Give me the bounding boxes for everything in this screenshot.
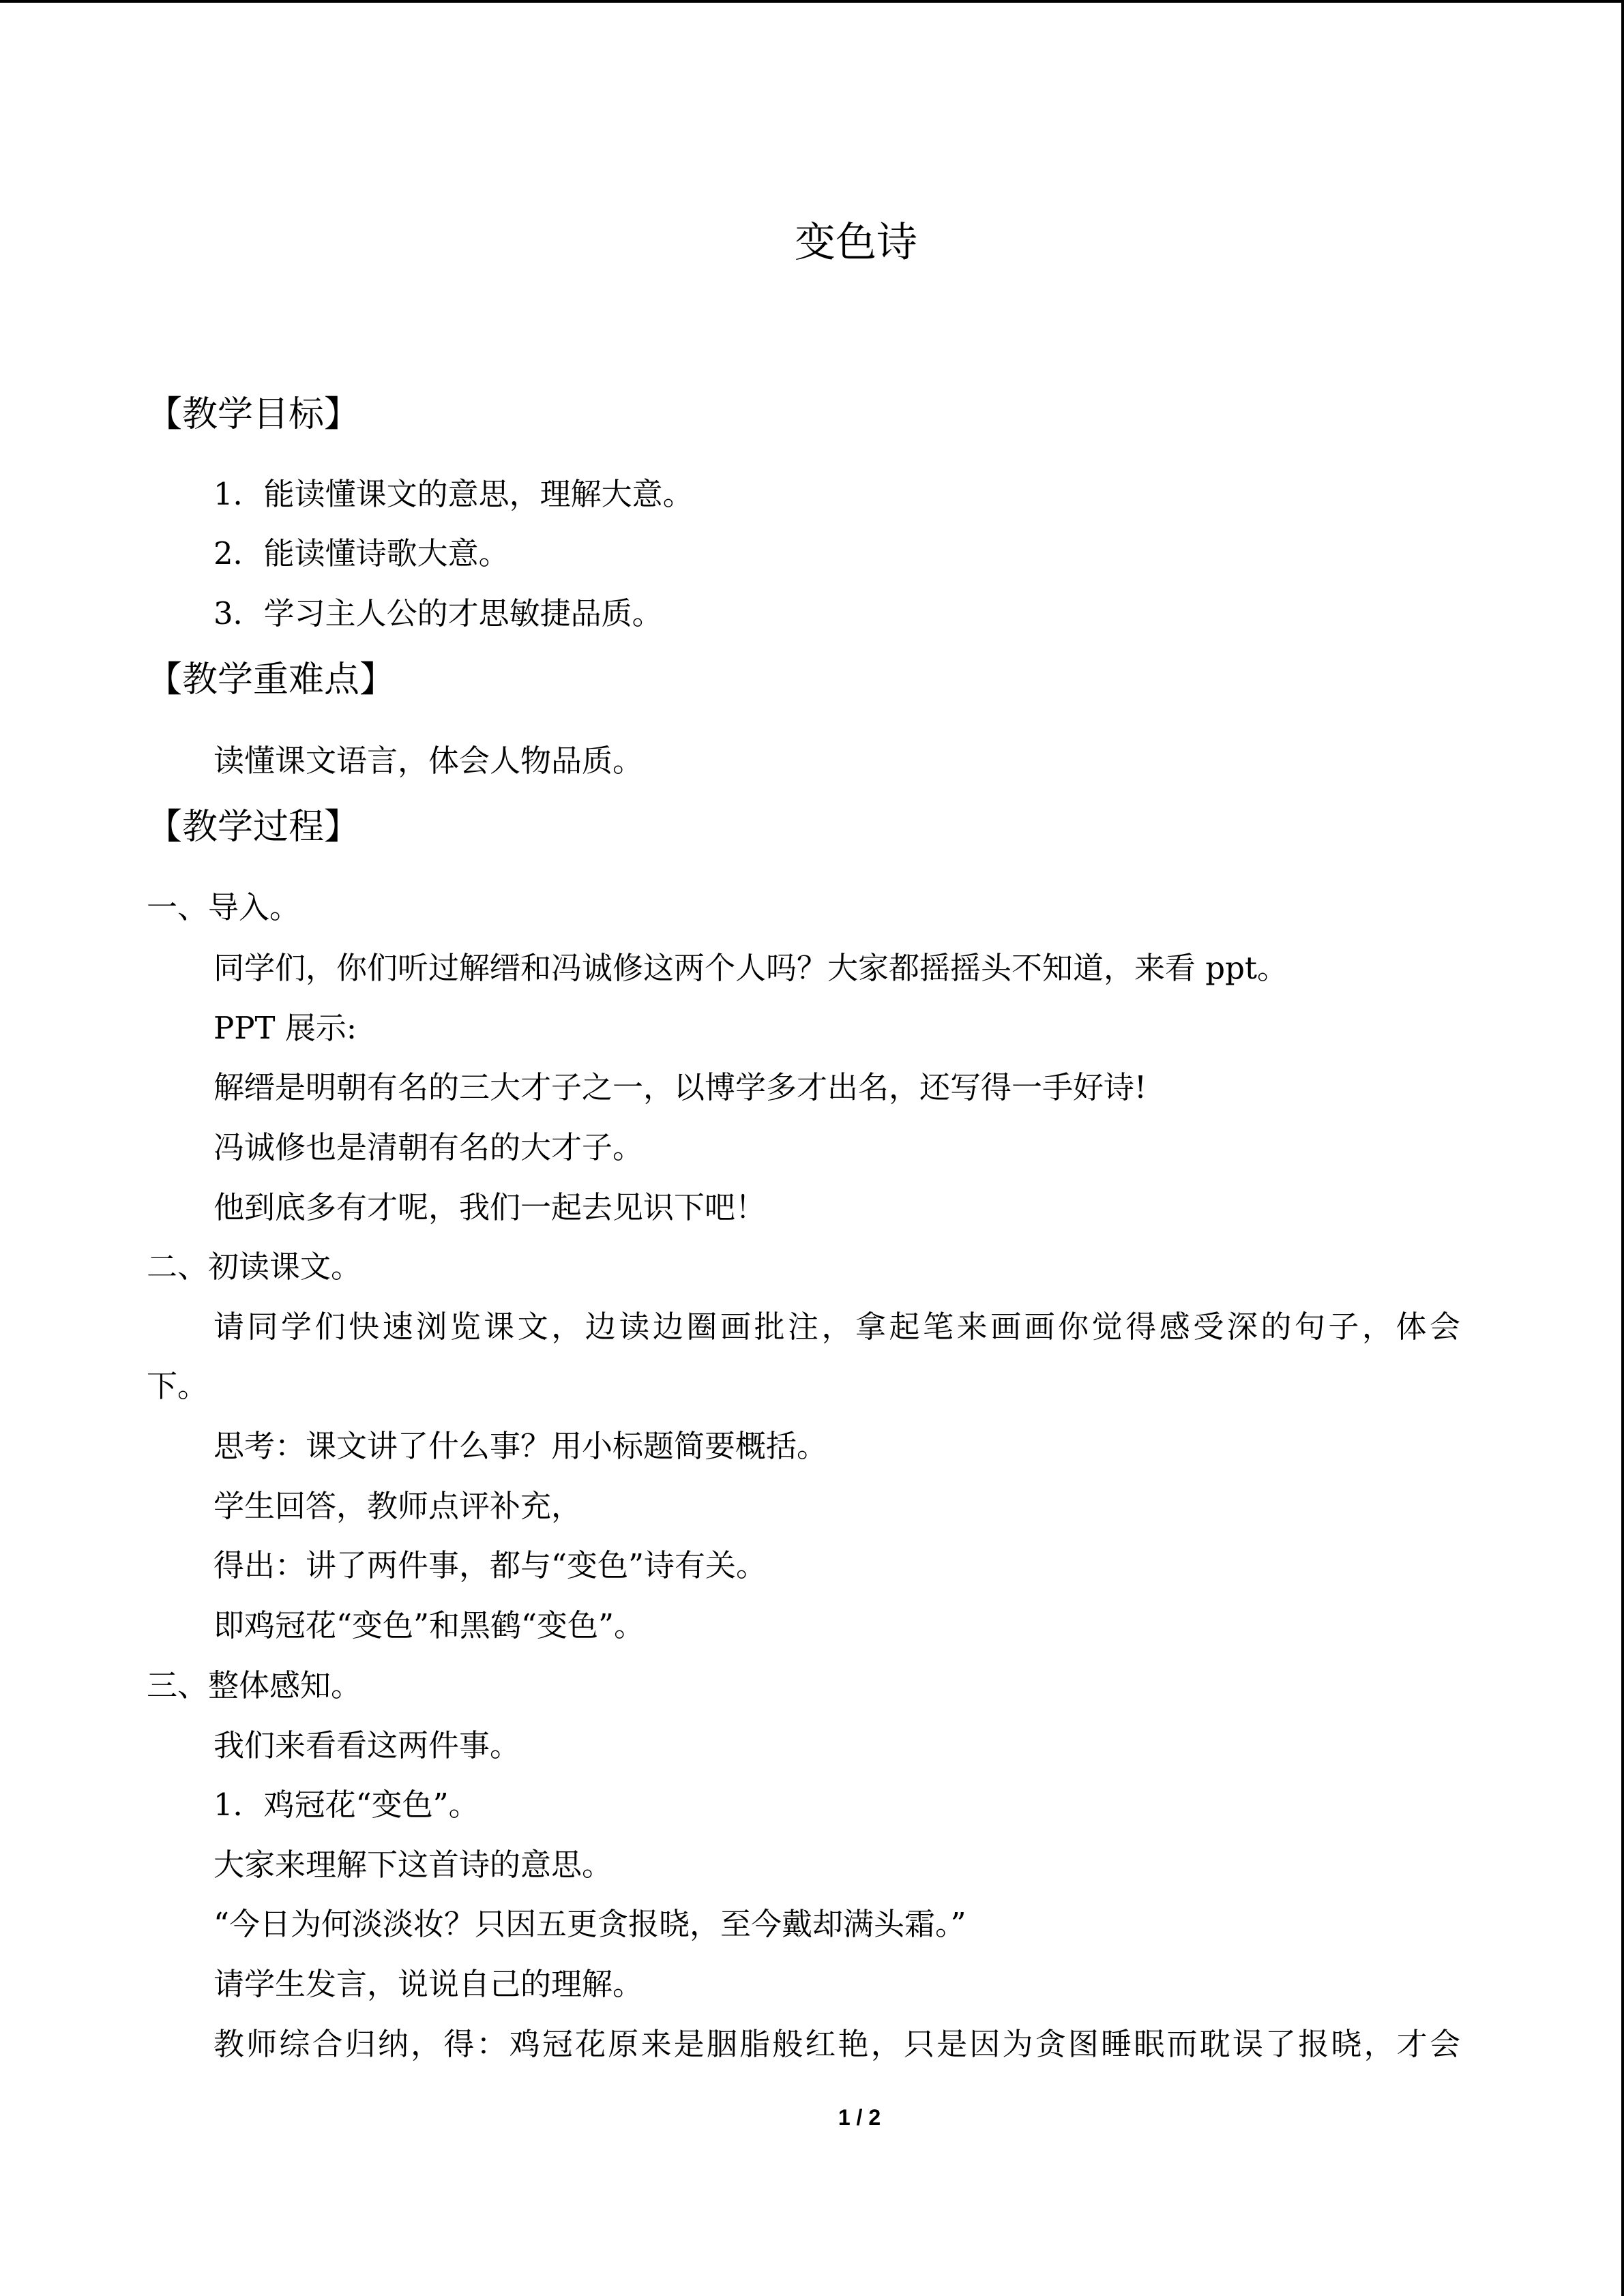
part3-line-3: 大家来理解下这首诗的意思。 [213, 1847, 613, 1883]
page-number: 1 / 2 [838, 2105, 881, 2130]
part1-line-5: 他到底多有才呢，我们一起去见识下吧！ [213, 1189, 767, 1225]
part3-label: 三、整体感知。 [147, 1667, 362, 1703]
part1-label: 一、导入。 [147, 889, 301, 925]
part2-label: 二、初读课文。 [147, 1249, 362, 1285]
page-title: 变色诗 [795, 219, 917, 267]
part3-line-5: 请学生发言，说说自己的理解。 [213, 1966, 644, 2002]
objective-item-3: 3．学习主人公的才思敏捷品质。 [213, 595, 663, 631]
part2-paragraph-line-2: 下。 [147, 1368, 209, 1404]
part3-line-4: “今日为何淡淡妆？只因五更贪报晓，至今戴却满头霜。” [213, 1906, 966, 1942]
part2-line-3: 得出：讲了两件事，都与“变色”诗有关。 [213, 1547, 767, 1583]
key-points-text: 读懂课文语言，体会人物品质。 [213, 743, 644, 779]
objective-item-2: 2．能读懂诗歌大意。 [213, 535, 510, 571]
part2-line-4: 即鸡冠花“变色”和黑鹤“变色”。 [213, 1607, 645, 1643]
part3-line-2: 1．鸡冠花“变色”。 [213, 1787, 479, 1823]
part2-line-2: 学生回答，教师点评补充， [213, 1488, 582, 1524]
key-points-heading: 【教学重难点】 [147, 659, 396, 700]
part1-line-3: 解缙是明朝有名的三大才子之一，以博学多才出名，还写得一手好诗! [213, 1069, 1147, 1105]
part3-line-1: 我们来看看这两件事。 [213, 1727, 521, 1763]
part3-line-6: 教师综合归纳，得：鸡冠花原来是胭脂般红艳，只是因为贪图睡眠而耽误了报晓，才会 [213, 2026, 1460, 2062]
part2-paragraph-line-1: 请同学们快速浏览课文，边读边圈画批注，拿起笔来画画你觉得感受深的句子，体会 [213, 1309, 1460, 1345]
page-right-border [1621, 0, 1624, 2296]
part1-line-1: 同学们，你们听过解缙和冯诚修这两个人吗？大家都摇摇头不知道，来看 ppt。 [213, 950, 1288, 986]
process-heading: 【教学过程】 [147, 807, 360, 848]
part1-line-2: PPT 展示: [213, 1010, 357, 1046]
objective-item-1: 1．能读懂课文的意思，理解大意。 [213, 476, 694, 512]
page-top-border [0, 0, 1624, 3]
part1-line-4: 冯诚修也是清朝有名的大才子。 [213, 1129, 644, 1165]
objectives-heading: 【教学目标】 [147, 394, 360, 435]
part2-line-1: 思考：课文讲了什么事？用小标题简要概括。 [213, 1428, 828, 1464]
